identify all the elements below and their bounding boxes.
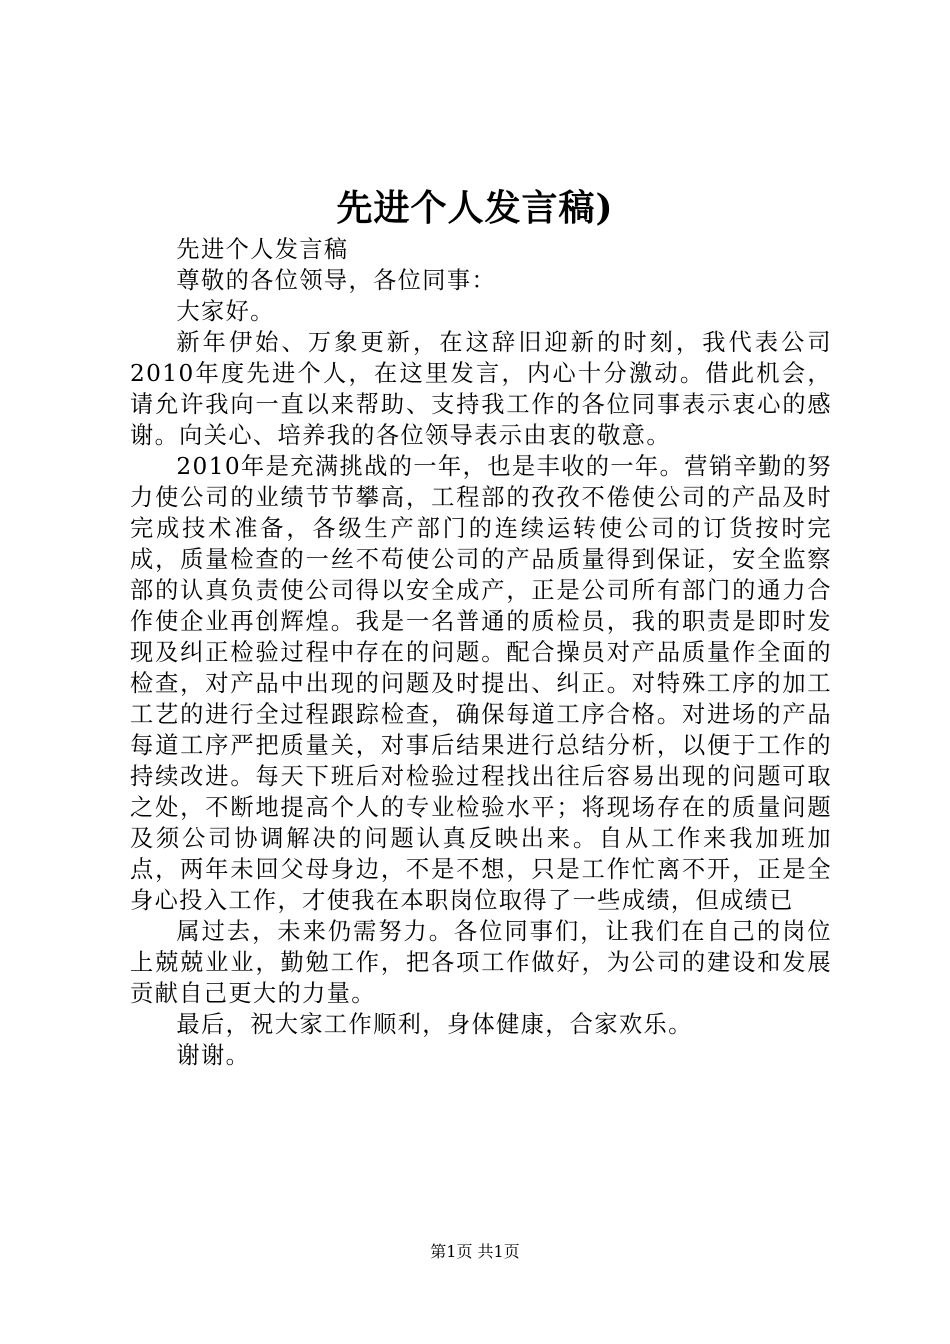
paragraph-outlook: 属过去，未来仍需努力。各位同事们，让我们在自己的岗位上兢兢业业，勤勉工作，把各项工作做好，为公司的建设和发展贡献自己更大的力量。 <box>130 918 832 1007</box>
paragraph-salutation: 尊敬的各位领导，各位同事： <box>176 267 497 294</box>
page-title: 先进个人发言稿) <box>336 187 614 229</box>
paragraph-opening: 新年伊始、万象更新，在这辞旧迎新的时刻，我代表公司2010年度先进个人，在这里发言，内心十分激动。借此机会，请允许我向一直以来帮助、支持我工作的各位同事表示衷心的感谢。向关心、培养我的各位领导表示由衷的敬意。 <box>130 329 832 449</box>
page-number-footer: 第1页 共1页 <box>430 1242 520 1261</box>
paragraph-greeting: 大家好。 <box>176 298 275 325</box>
paragraph-wishes: 最后，祝大家工作顺利，身体健康，合家欢乐。 <box>176 1011 693 1038</box>
document-body <box>130 234 832 1071</box>
paragraph-thanks: 谢谢。 <box>176 1042 251 1069</box>
paragraph-heading: 先进个人发言稿 <box>176 236 349 263</box>
paragraph-main: 2010年是充满挑战的一年，也是丰收的一年。营销辛勤的努力使公司的业绩节节攀高，工程部的孜孜不倦使公司的产品及时完成技术准备，各级生产部门的连续运转使公司的订货按时完成，质量检查的一丝不苟使公司的产品质量得到保证，安全监察部的认真负责使公司得以安全成产，正是公司所有部门的通力合作使企业再创辉煌。我是一名普通的质检员，我的职责是即时发现及纠正检验过程中存在的问题。配合操员对产品质量作全面的检查，对产品中出现的问题及时提出、纠正。对特殊工序的加工工艺的进行全过程跟踪检查，确保每道工序合格。对进场的产品每道工序严把质量关，对事后结果进行总结分析，以便于工作的持续改进。每天下班后对检验过程找出往后容易出现的问题可取之处，不断地提高个人的专业检验水平；将现场存在的质量问题及须公司协调解决的问题认真反映出来。自从工作来我加班加点，两年未回父母身边，不是不想，只是工作忙离不开，正是全身心投入工作，才使我在本职岗位取得了一些成绩，但成绩已 <box>130 453 832 914</box>
